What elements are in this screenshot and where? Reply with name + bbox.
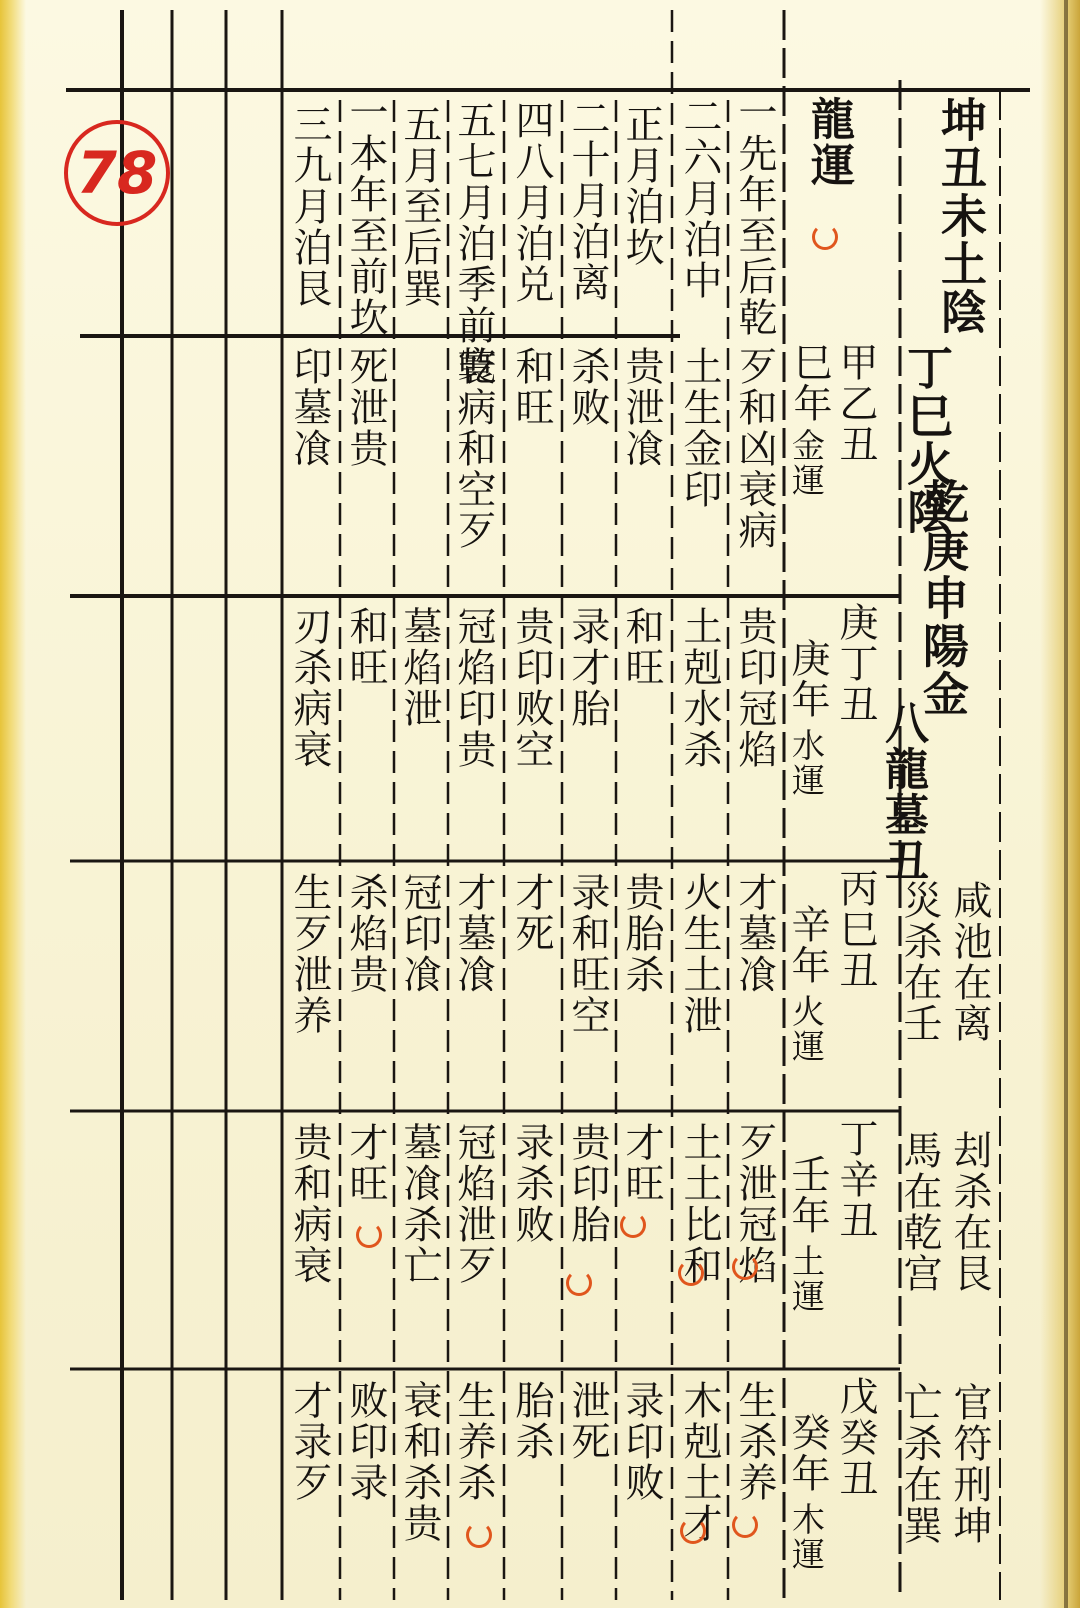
header-row-9: 三九月泊艮 [287,104,332,309]
table-cell: 土生金印 [677,346,722,510]
header-row-7: 五月至后巽 [397,104,442,309]
table-cell: 贵印冠焰 [732,606,777,770]
note-4: 馬在乾宫 [897,1130,942,1294]
table-cell: 录杀败 [509,1122,554,1245]
table-cell: 生歹泄养 [287,872,332,1036]
table-cell: 火生土泄 [677,872,722,1036]
table-cell: 和旺 [343,606,388,688]
table-cell: 贵泄飡 [619,346,664,469]
table-cell: 生杀养 [732,1380,777,1503]
table-cell: 贵印胎 [565,1122,610,1245]
table-cell: 才死 [509,872,554,954]
table-cell: 土土比和 [677,1122,722,1286]
table-cell: 杀焰贵 [343,872,388,995]
heading-dragon-fortune: 龍運 [803,96,854,188]
table-cell: 衰和杀贵 [397,1380,442,1544]
year-head-year: 庚年 [785,638,830,720]
right-column-2: 丁巳火陰 [900,344,954,536]
table-cell: 墓焰泄 [397,606,442,729]
year-head-stems: 丁辛丑 [833,1118,878,1241]
red-circle-mark [620,1212,646,1238]
red-circle-mark [812,224,838,250]
table-cell: 杀败 [565,346,610,428]
red-circle-mark [732,1512,758,1538]
year-head-stems: 甲乙丑 [833,342,878,465]
red-circle-mark [680,1518,706,1544]
year-head-element: 木運 [787,1502,826,1572]
table-cell: 和旺 [619,606,664,688]
header-row-1: 一先年至后乾 [732,92,777,338]
header-row-5: 四八月泊兑 [509,100,554,305]
note-5: 官符刑坤 [947,1382,992,1546]
table-cell: 印墓飡 [287,346,332,469]
note-6: 亡杀在巽 [897,1382,942,1546]
table-cell: 录和旺空 [565,872,610,1036]
table-cell: 死泄贵 [343,346,388,469]
table-cell: 歹和凶衰病 [732,346,777,551]
year-head-element: 土運 [787,1244,826,1314]
table-cell: 刃杀病衰 [287,606,332,770]
year-head-element: 火運 [787,994,826,1064]
header-row-2: 二六月泊中 [677,96,722,301]
year-head-stems: 庚丁丑 [833,602,878,725]
header-row-4: 二十月泊离 [565,98,610,303]
table-cell: 录才胎 [565,606,610,729]
table-cell: 败印录 [343,1380,388,1503]
red-circle-mark [678,1260,704,1286]
table-cell: 贵和病衰 [287,1122,332,1286]
table-cell: 墓飡杀亡 [397,1122,442,1286]
table-cell: 歹泄冠焰 [732,1122,777,1286]
table-cell: 贵胎杀 [619,872,664,995]
seal-number: 78 [76,139,158,207]
right-column-3: 乾庚申陽金 [916,478,970,718]
red-circle-mark [566,1270,592,1296]
table-cell: 木剋土才 [677,1380,722,1544]
table-cell: 泄死 [565,1380,610,1462]
year-head-stems: 戊癸丑 [833,1376,878,1499]
red-circle-mark [466,1522,492,1548]
header-row-3: 正月泊坎 [619,104,664,268]
table-cell: 胎杀 [509,1380,554,1462]
header-row-6: 五七月泊季前乾 [451,100,496,387]
red-number-seal [64,120,170,226]
year-head-element: 金運 [787,428,826,498]
right-column-4: 八龍墓丑 [877,700,928,884]
table-cell: 才旺 [343,1122,388,1204]
table-cell: 和旺 [509,346,554,428]
table-cell: 才墓飡 [451,872,496,995]
table-cell: 才旺 [619,1122,664,1204]
table-cell: 生养杀 [451,1380,496,1503]
red-circle-mark [356,1222,382,1248]
table-cell: 才录歹 [287,1380,332,1503]
year-head-year: 辛年 [785,904,830,986]
year-head-year: 癸年 [785,1412,830,1494]
table-cell: 冠印飡 [397,872,442,995]
red-circle-mark [732,1254,758,1280]
header-row-8: 一本年至前坎 [343,92,388,338]
table-cell: 冠焰印贵 [451,606,496,770]
right-column-1: 坤丑未土陰 [934,96,988,336]
table-cell: 才墓飡 [732,872,777,995]
table-cell: 录印败 [619,1380,664,1503]
table-cell: 冠焰泄歹 [451,1122,496,1286]
year-head-year: 巳年 [787,342,832,424]
table-cell: 寰病和空歹 [451,346,496,551]
note-1: 咸池在离 [947,880,992,1044]
year-head-stems: 丙巳丑 [833,868,878,991]
table-cell: 土剋水杀 [677,606,722,770]
table-cell: 贵印败空 [509,606,554,770]
year-head-year: 壬年 [785,1154,830,1236]
note-3: 刦杀在艮 [947,1130,992,1294]
year-head-element: 水運 [787,728,826,798]
note-2: 災杀在壬 [897,880,942,1044]
